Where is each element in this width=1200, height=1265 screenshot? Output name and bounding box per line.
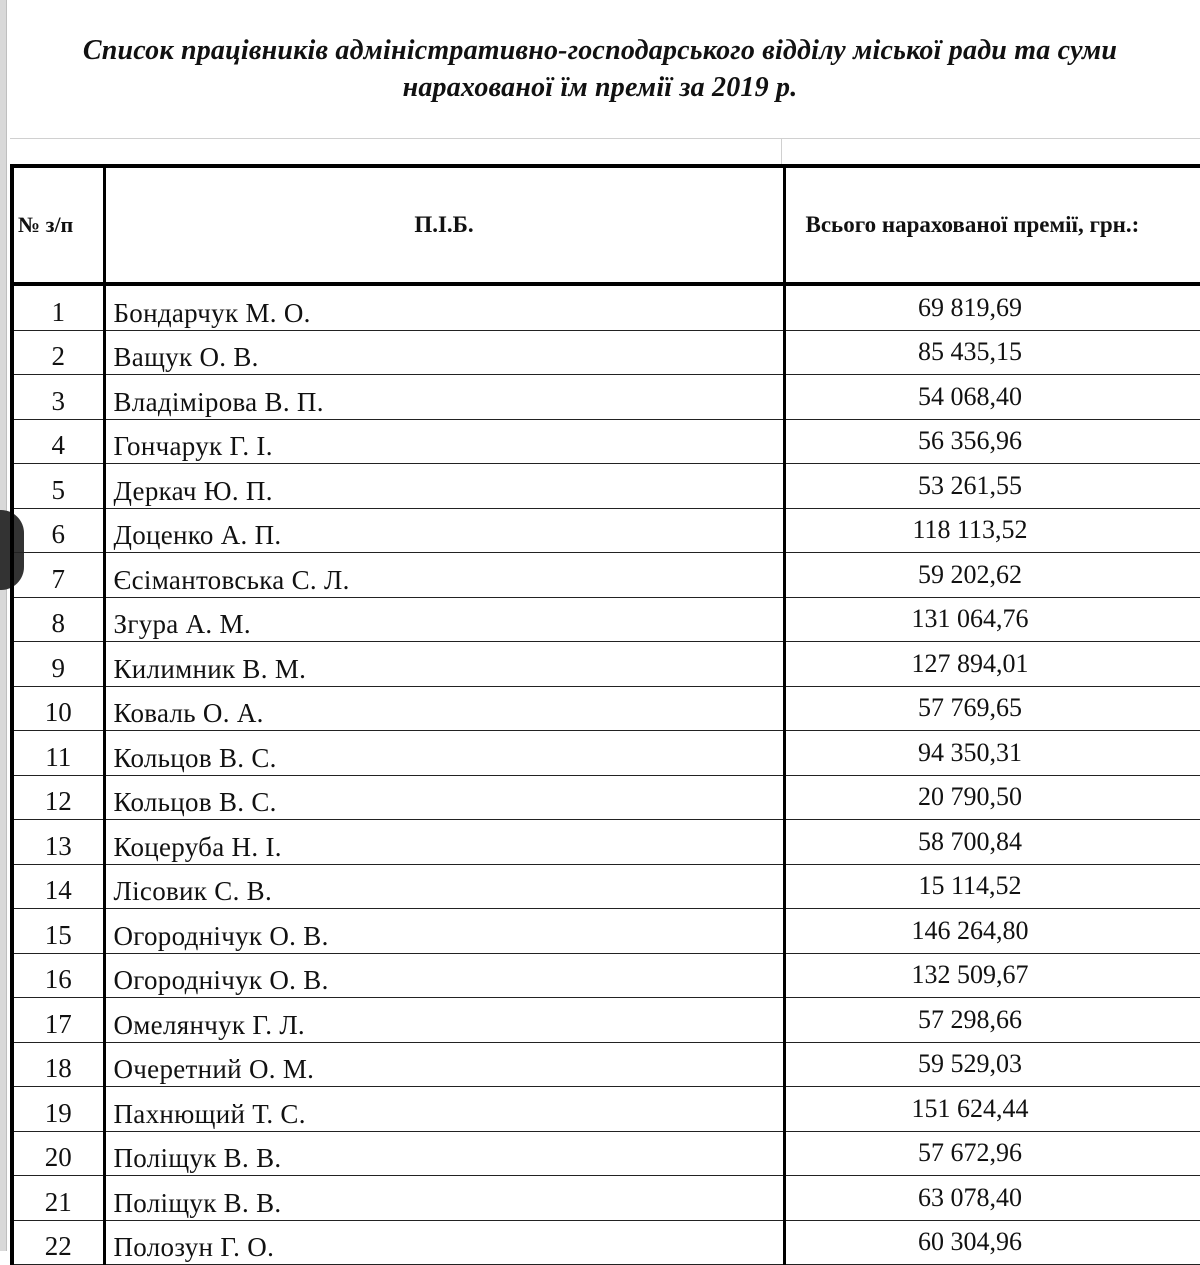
- table-header-row: [12, 166, 1200, 284]
- row-amount: 151 624,44: [784, 1087, 1200, 1132]
- row-number: 8: [12, 597, 104, 642]
- row-name: Доценко А. П.: [104, 508, 784, 553]
- sheet-grid-separator: [781, 139, 782, 165]
- document-title: Список працівників адміністративно-господарського відділу міської ради та суми нарахованої їм премії за 2019 р.: [82, 35, 1118, 103]
- row-number: 11: [12, 731, 104, 776]
- row-amount: 15 114,52: [784, 864, 1200, 909]
- row-amount: 85 435,15: [784, 330, 1200, 375]
- row-number: 13: [12, 820, 104, 865]
- table-row: [12, 330, 1200, 375]
- table-row: [12, 597, 1200, 642]
- header-number: № з/п: [12, 166, 104, 284]
- row-amount: 69 819,69: [784, 284, 1200, 330]
- header-bonus-total: Всього нарахованої премії, грн.:: [784, 166, 1200, 284]
- row-name: Пахнющий Т. С.: [104, 1087, 784, 1132]
- table-row: [12, 731, 1200, 776]
- row-name: Поліщук В. В.: [104, 1131, 784, 1176]
- row-number: 22: [12, 1220, 104, 1265]
- row-amount: 63 078,40: [784, 1176, 1200, 1221]
- table-row: [12, 1042, 1200, 1087]
- row-number: 12: [12, 775, 104, 820]
- row-number: 10: [12, 686, 104, 731]
- table-body: [12, 284, 1200, 1265]
- row-name: Кольцов В. С.: [104, 775, 784, 820]
- row-amount: 59 529,03: [784, 1042, 1200, 1087]
- row-amount: 20 790,50: [784, 775, 1200, 820]
- row-number: 7: [12, 553, 104, 598]
- row-amount: 127 894,01: [784, 642, 1200, 687]
- row-amount: 57 672,96: [784, 1131, 1200, 1176]
- table-row: [12, 686, 1200, 731]
- row-number: 15: [12, 909, 104, 954]
- table-row: [12, 820, 1200, 865]
- row-number: 21: [12, 1176, 104, 1221]
- row-number: 9: [12, 642, 104, 687]
- row-name: Владімірова В. П.: [104, 375, 784, 420]
- table-row: [12, 1220, 1200, 1265]
- table-row: [12, 642, 1200, 687]
- row-number: 17: [12, 998, 104, 1043]
- row-number: 18: [12, 1042, 104, 1087]
- row-amount: 59 202,62: [784, 553, 1200, 598]
- row-name: Коцеруба Н. І.: [104, 820, 784, 865]
- row-name: Огороднічук О. В.: [104, 909, 784, 954]
- row-amount: 57 298,66: [784, 998, 1200, 1043]
- row-name: Деркач Ю. П.: [104, 464, 784, 509]
- row-number: 5: [12, 464, 104, 509]
- table-row: [12, 775, 1200, 820]
- row-number: 3: [12, 375, 104, 420]
- row-name: Бондарчук М. О.: [104, 284, 784, 330]
- row-name: Єсімантовська С. Л.: [104, 553, 784, 598]
- row-name: Кольцов В. С.: [104, 731, 784, 776]
- row-amount: 57 769,65: [784, 686, 1200, 731]
- row-number: 2: [12, 330, 104, 375]
- table-row: [12, 553, 1200, 598]
- row-number: 14: [12, 864, 104, 909]
- row-name: Гончарук Г. І.: [104, 419, 784, 464]
- table-row: [12, 375, 1200, 420]
- row-name: Поліщук В. В.: [104, 1176, 784, 1221]
- row-name: Очеретний О. М.: [104, 1042, 784, 1087]
- row-name: Полозун Г. О.: [104, 1220, 784, 1265]
- table-row: [12, 953, 1200, 998]
- row-number: 19: [12, 1087, 104, 1132]
- row-name: Омелянчук Г. Л.: [104, 998, 784, 1043]
- row-amount: 60 304,96: [784, 1220, 1200, 1265]
- table-row: [12, 1131, 1200, 1176]
- row-number: 1: [12, 284, 104, 330]
- header-full-name: П.І.Б.: [104, 166, 784, 284]
- table-row: [12, 419, 1200, 464]
- row-amount: 53 261,55: [784, 464, 1200, 509]
- table-row: [12, 998, 1200, 1043]
- row-name: Згура А. М.: [104, 597, 784, 642]
- bonus-table: [10, 164, 1200, 1265]
- sheet-grid-top: [10, 138, 1200, 165]
- row-amount: 131 064,76: [784, 597, 1200, 642]
- row-name: Ващук О. В.: [104, 330, 784, 375]
- row-name: Килимник В. М.: [104, 642, 784, 687]
- table-row: [12, 864, 1200, 909]
- table-row: [12, 284, 1200, 330]
- table-row: [12, 1176, 1200, 1221]
- page-left-edge: [0, 0, 7, 1251]
- row-amount: 58 700,84: [784, 820, 1200, 865]
- row-amount: 94 350,31: [784, 731, 1200, 776]
- table-row: [12, 1087, 1200, 1132]
- table-row: [12, 909, 1200, 954]
- table-row: [12, 464, 1200, 509]
- row-name: Огороднічук О. В.: [104, 953, 784, 998]
- table-row: [12, 508, 1200, 553]
- row-number: 20: [12, 1131, 104, 1176]
- row-number: 6: [12, 508, 104, 553]
- row-amount: 118 113,52: [784, 508, 1200, 553]
- row-name: Лісовик С. В.: [104, 864, 784, 909]
- row-amount: 132 509,67: [784, 953, 1200, 998]
- row-number: 4: [12, 419, 104, 464]
- row-amount: 54 068,40: [784, 375, 1200, 420]
- row-name: Коваль О. А.: [104, 686, 784, 731]
- row-amount: 56 356,96: [784, 419, 1200, 464]
- row-number: 16: [12, 953, 104, 998]
- row-amount: 146 264,80: [784, 909, 1200, 954]
